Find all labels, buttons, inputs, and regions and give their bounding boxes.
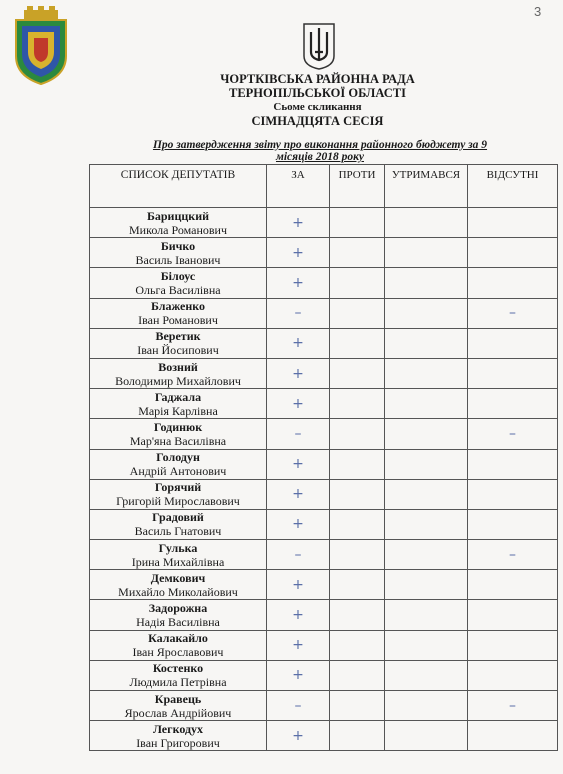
vote-abstained-cell — [385, 630, 468, 660]
vote-against-cell — [330, 268, 385, 298]
vote-abstained-cell — [385, 208, 468, 238]
vote-for-mark: + — [267, 721, 330, 751]
table-row — [90, 509, 558, 539]
vote-for-mark: + — [267, 238, 330, 268]
vote-abstained-cell — [385, 298, 468, 328]
deputy-name: Михайло Миколайович — [118, 584, 238, 599]
vote-against-cell — [330, 570, 385, 600]
deputy-name: Ірина Михайлівна — [131, 554, 225, 569]
deputy-cell — [90, 268, 267, 298]
deputy-cell — [90, 208, 267, 238]
table-row — [90, 358, 558, 388]
table-row — [90, 570, 558, 600]
subject-line-1: Про затвердження звіту про виконання районного бюджету за 9 — [152, 139, 488, 151]
vote-against-cell — [330, 389, 385, 419]
deputy-surname: Возний — [158, 359, 198, 374]
vote-absent-mark: – — [468, 419, 558, 449]
deputy-cell — [90, 419, 267, 449]
table-row — [90, 721, 558, 751]
deputy-name: Василь Іванович — [135, 252, 221, 267]
vote-abstained-cell — [385, 328, 468, 358]
deputy-surname: Демкович — [150, 570, 206, 585]
vote-absent-mark — [468, 208, 558, 238]
vote-absent-mark — [468, 721, 558, 751]
vote-absent-mark — [468, 479, 558, 509]
page-number: 3 — [534, 4, 542, 19]
deputy-surname: Задорожна — [148, 601, 208, 616]
vote-abstained-cell — [385, 509, 468, 539]
vote-for-mark: + — [267, 208, 330, 238]
deputy-surname: Костенко — [152, 661, 204, 676]
deputy-name: Іван Романович — [138, 313, 218, 328]
session-title: СІМНАДЦЯТА СЕСІЯ — [251, 114, 384, 128]
deputy-name: Микола Романович — [129, 222, 227, 237]
vote-abstained-cell — [385, 268, 468, 298]
vote-abstained-cell — [385, 721, 468, 751]
column-header-abstained: УТРИМАВСЯ — [385, 165, 468, 208]
vote-absent-mark — [468, 570, 558, 600]
table-row — [90, 691, 558, 721]
deputy-cell — [90, 570, 267, 600]
deputy-cell — [90, 540, 267, 570]
table-row — [90, 298, 558, 328]
vote-against-cell — [330, 540, 385, 570]
deputy-surname: Легкодух — [152, 721, 204, 736]
vote-abstained-cell — [385, 389, 468, 419]
deputy-name: Ольга Василівна — [135, 282, 221, 297]
deputy-surname: Годинюк — [153, 419, 203, 434]
deputy-name: Мар'яна Василівна — [129, 433, 227, 448]
vote-abstained-cell — [385, 600, 468, 630]
vote-absent-mark — [468, 389, 558, 419]
vote-against-cell — [330, 691, 385, 721]
vote-against-cell — [330, 208, 385, 238]
deputy-name: Людмила Петрівна — [129, 675, 227, 690]
table-header-row — [90, 165, 558, 208]
deputy-cell — [90, 449, 267, 479]
vote-against-cell — [330, 238, 385, 268]
vote-abstained-cell — [385, 419, 468, 449]
deputy-cell — [90, 600, 267, 630]
table-row — [90, 600, 558, 630]
vote-against-cell — [330, 419, 385, 449]
coat-of-arms-icon — [8, 6, 74, 86]
deputy-cell — [90, 298, 267, 328]
convocation-title: Сьоме скликання — [273, 101, 362, 113]
column-header-against: ПРОТИ — [330, 165, 385, 208]
subject-line-2: місяців 2018 року — [275, 151, 364, 163]
deputy-name: Григорій Мирославович — [116, 494, 240, 509]
vote-for-mark: – — [267, 691, 330, 721]
deputy-surname: Блаженко — [150, 299, 206, 314]
table-row — [90, 479, 558, 509]
deputy-surname: Градовий — [152, 510, 204, 525]
deputy-surname: Кравець — [154, 691, 202, 706]
table-row — [90, 540, 558, 570]
vote-against-cell — [330, 479, 385, 509]
vote-for-mark: + — [267, 449, 330, 479]
vote-absent-mark — [468, 268, 558, 298]
vote-absent-mark: – — [468, 540, 558, 570]
table-row — [90, 268, 558, 298]
vote-abstained-cell — [385, 660, 468, 690]
vote-for-mark: + — [267, 630, 330, 660]
deputy-surname: Білоус — [160, 268, 196, 283]
deputy-name: Андрій Антонович — [129, 464, 227, 479]
deputy-cell — [90, 358, 267, 388]
column-header-for: ЗА — [267, 165, 330, 208]
vote-for-mark: – — [267, 419, 330, 449]
vote-for-mark: – — [267, 298, 330, 328]
vote-against-cell — [330, 358, 385, 388]
deputy-name: Василь Гнатович — [134, 524, 222, 539]
vote-abstained-cell — [385, 691, 468, 721]
vote-abstained-cell — [385, 449, 468, 479]
deputy-name: Марія Карлівна — [138, 403, 218, 418]
vote-absent-mark — [468, 328, 558, 358]
deputy-cell — [90, 721, 267, 751]
deputy-cell — [90, 238, 267, 268]
vote-for-mark: – — [267, 540, 330, 570]
vote-for-mark: + — [267, 328, 330, 358]
column-header-absent: ВІДСУТНІ — [468, 165, 558, 208]
vote-against-cell — [330, 630, 385, 660]
deputy-cell — [90, 479, 267, 509]
vote-for-mark: + — [267, 268, 330, 298]
table-row — [90, 238, 558, 268]
vote-for-mark: + — [267, 570, 330, 600]
deputy-name: Іван Йосипович — [137, 343, 219, 358]
vote-against-cell — [330, 298, 385, 328]
deputy-cell — [90, 389, 267, 419]
table-row — [90, 660, 558, 690]
vote-absent-mark — [468, 358, 558, 388]
vote-for-mark: + — [267, 479, 330, 509]
region-title: ТЕРНОПІЛЬСЬКОЇ ОБЛАСТІ — [229, 86, 406, 100]
table-row — [90, 328, 558, 358]
vote-against-cell — [330, 600, 385, 630]
vote-absent-mark: – — [468, 691, 558, 721]
deputy-cell — [90, 509, 267, 539]
deputy-surname: Бариццкий — [146, 208, 210, 223]
deputy-cell — [90, 691, 267, 721]
vote-for-mark: + — [267, 389, 330, 419]
vote-abstained-cell — [385, 238, 468, 268]
table-row — [90, 389, 558, 419]
vote-absent-mark — [468, 660, 558, 690]
deputy-surname: Гаджала — [154, 389, 202, 404]
deputy-name: Володимир Михайлович — [115, 373, 241, 388]
vote-for-mark: + — [267, 358, 330, 388]
deputy-cell — [90, 630, 267, 660]
deputy-cell — [90, 660, 267, 690]
deputy-surname: Веретик — [155, 329, 201, 344]
table-row — [90, 449, 558, 479]
column-header-deputies: СПИСОК ДЕПУТАТІВ — [90, 165, 267, 208]
deputy-name: Надія Василівна — [136, 615, 220, 630]
council-title: ЧОРТКІВСЬКА РАЙОННА РАДА — [220, 72, 415, 86]
voting-table — [89, 164, 558, 751]
vote-against-cell — [330, 328, 385, 358]
vote-subject — [120, 139, 520, 163]
deputy-surname: Калакайло — [148, 631, 208, 646]
vote-abstained-cell — [385, 358, 468, 388]
deputy-cell — [90, 328, 267, 358]
vote-against-cell — [330, 509, 385, 539]
trident-icon — [302, 22, 336, 70]
deputy-name: Іван Григорович — [136, 735, 220, 750]
deputy-surname: Голодун — [156, 450, 200, 465]
deputy-surname: Гулька — [158, 540, 198, 555]
table-row — [90, 419, 558, 449]
vote-absent-mark — [468, 630, 558, 660]
vote-for-mark: + — [267, 660, 330, 690]
vote-absent-mark — [468, 509, 558, 539]
deputy-surname: Бичко — [160, 238, 196, 253]
deputy-name: Ярослав Андрійович — [124, 705, 232, 720]
deputy-surname: Горячий — [154, 480, 202, 495]
vote-absent-mark — [468, 238, 558, 268]
table-row — [90, 208, 558, 238]
deputy-name: Іван Ярославович — [132, 645, 224, 660]
vote-for-mark: + — [267, 509, 330, 539]
vote-for-mark: + — [267, 600, 330, 630]
table-row — [90, 630, 558, 660]
document-header — [150, 72, 485, 128]
vote-abstained-cell — [385, 570, 468, 600]
vote-absent-mark — [468, 600, 558, 630]
vote-absent-mark — [468, 449, 558, 479]
vote-abstained-cell — [385, 479, 468, 509]
vote-against-cell — [330, 721, 385, 751]
vote-against-cell — [330, 660, 385, 690]
vote-absent-mark: – — [468, 298, 558, 328]
vote-abstained-cell — [385, 540, 468, 570]
vote-against-cell — [330, 449, 385, 479]
